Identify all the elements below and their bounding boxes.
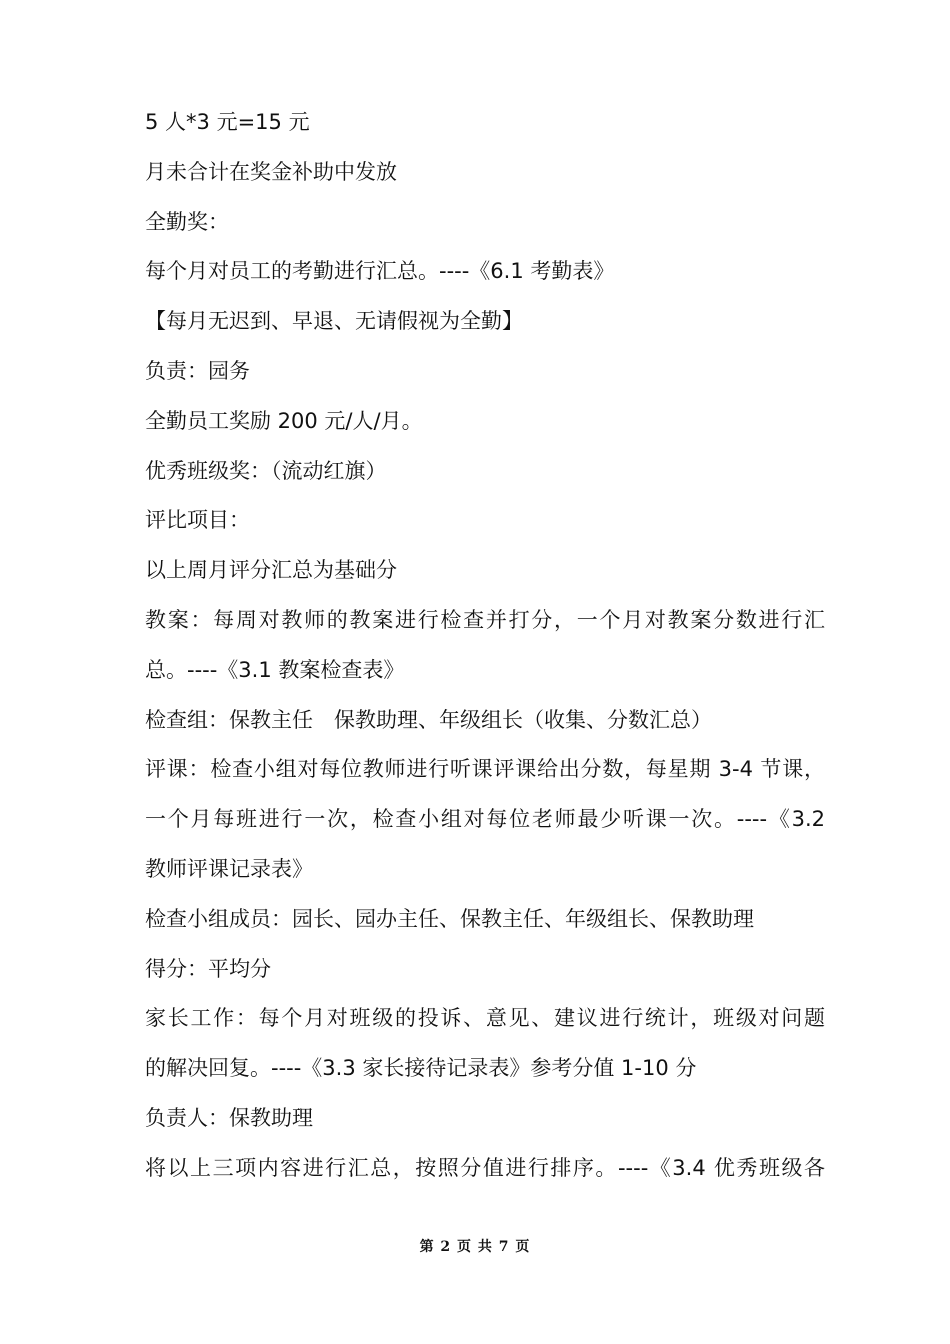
text-line: 月未合计在奖金补助中发放: [145, 159, 397, 184]
text-line: 【每月无迟到、早退、无请假视为全勤】: [145, 309, 523, 334]
text-line: 每个月对员工的考勤进行汇总。----《6.1 考勤表》: [145, 259, 615, 284]
text-line: 检查组：保教主任 保教助理、年级组长（收集、分数汇总）: [145, 707, 712, 732]
document-body: [145, 98, 825, 1194]
text-line: 全勤奖：: [145, 209, 229, 234]
text-line: 负责：园务: [145, 358, 250, 383]
page-number-footer: 第 2 页 共 7 页: [419, 1239, 531, 1255]
text-line: 检查小组成员：园长、园办主任、保教主任、年级组长、保教助理: [145, 906, 754, 931]
text-line: 负责人：保教助理: [145, 1105, 313, 1130]
text-line: 一个月每班进行一次，检查小组对每位老师最少听课一次。----《3.2: [145, 807, 825, 832]
text-line: 全勤员工奖励 200 元/人/月。: [145, 408, 423, 433]
text-line: 教师评课记录表》: [145, 856, 313, 881]
text-line: 优秀班级奖：（流动红旗）: [145, 458, 387, 483]
text-line: 将以上三项内容进行汇总，按照分值进行排序。----《3.4 优秀班级各: [145, 1155, 825, 1180]
text-line: 评比项目：: [145, 508, 250, 533]
text-line: 家长工作：每个月对班级的投诉、意见、建议进行统计，班级对问题: [145, 1006, 825, 1031]
text-line: 得分：平均分: [145, 956, 271, 981]
text-line: 以上周月评分汇总为基础分: [145, 558, 397, 583]
text-line: 的解决回复。----《3.3 家长接待记录表》参考分值 1-10 分: [145, 1056, 697, 1081]
text-line: 评课：检查小组对每位教师进行听课评课给出分数，每星期 3-4 节课，: [145, 757, 825, 782]
text-line: 教案：每周对教师的教案进行检查并打分，一个月对教案分数进行汇: [145, 607, 825, 632]
text-line: 5 人*3 元=15 元: [145, 110, 310, 134]
text-line: 总。----《3.1 教案检查表》: [145, 657, 405, 682]
